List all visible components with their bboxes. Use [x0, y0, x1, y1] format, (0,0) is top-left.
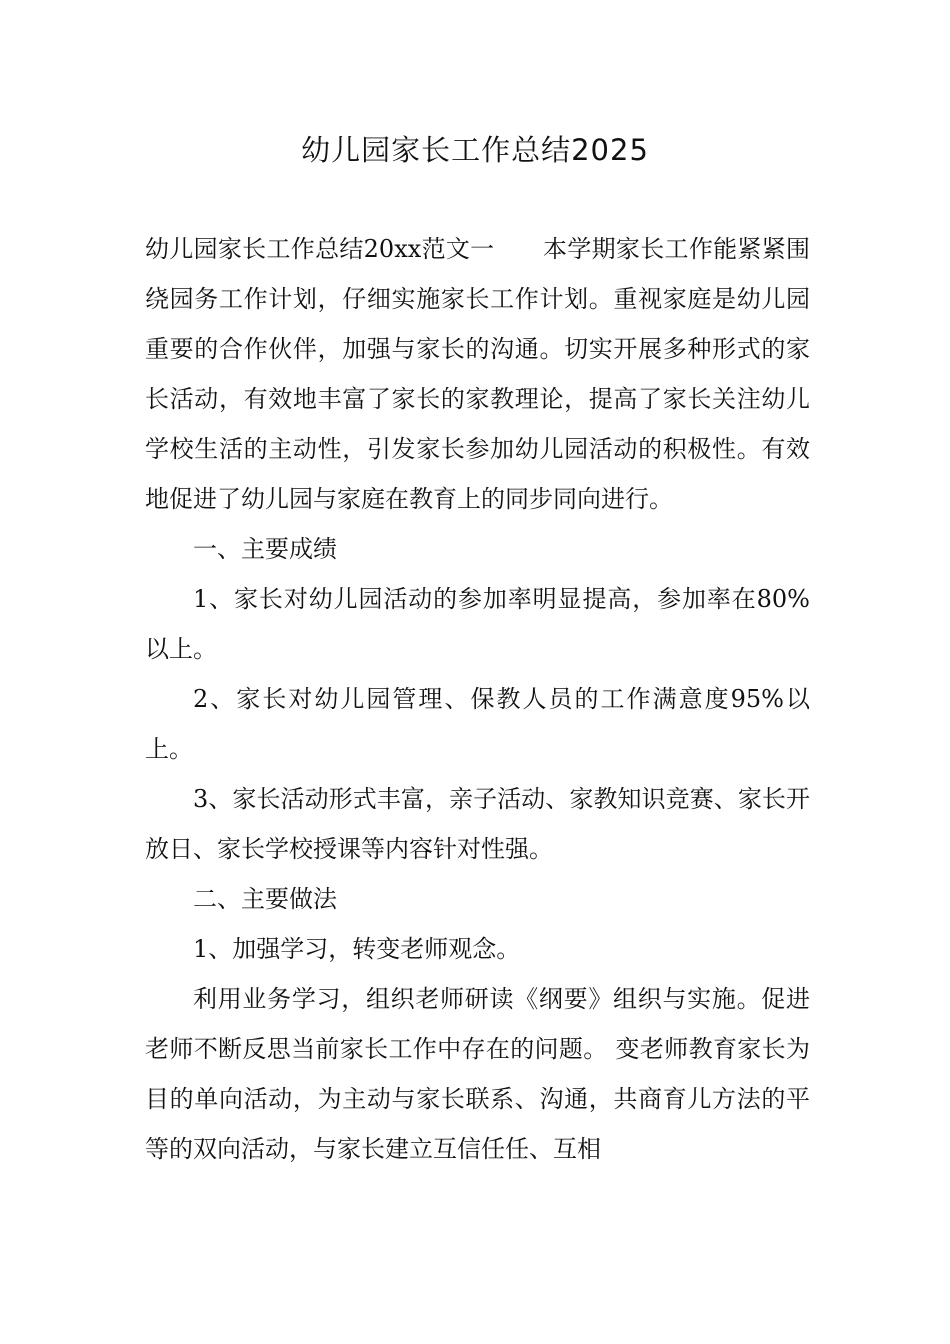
- paragraph-achievement-1: 1、家长对幼儿园活动的参加率明显提高，参加率在80%以上。: [145, 585, 810, 663]
- document-body: [145, 224, 810, 1174]
- paragraph-intro: 幼儿园家长工作总结20xx范文一 本学期家长工作能紧紧围绕园务工作计划，仔细实施家长工作计划。重视家庭是幼儿园重要的合作伙伴，加强与家长的沟通。切实开展多种形式的家长活动，有效地丰富了家长的家教理论，提高了家长关注幼儿学校生活的主动性，引发家长参加幼儿园活动的积极性。有效地促进了幼儿园与家庭在教育上的同步同向进行。: [145, 235, 810, 513]
- heading-main-methods: 二、主要做法: [193, 885, 337, 913]
- paragraph-achievement-2: 2、家长对幼儿园管理、保教人员的工作满意度95%以上。: [145, 685, 810, 763]
- paragraph-method-1-detail: 利用业务学习，组织老师研读《纲要》组织与实施。促进老师不断反思当前家长工作中存在的问题。 变老师教育家长为目的单向活动，为主动与家长联系、沟通，共商育儿方法的平等的双向活动，与家长建立互信任任、互相: [145, 985, 810, 1163]
- heading-main-achievements: 一、主要成绩: [193, 535, 337, 563]
- paragraph-achievement-3: 3、家长活动形式丰富，亲子活动、家教知识竞赛、家长开放日、家长学校授课等内容针对性强。: [145, 785, 810, 863]
- document-title: 幼儿园家长工作总结2025: [301, 133, 649, 167]
- paragraph-method-1: 1、加强学习，转变老师观念。: [193, 935, 521, 963]
